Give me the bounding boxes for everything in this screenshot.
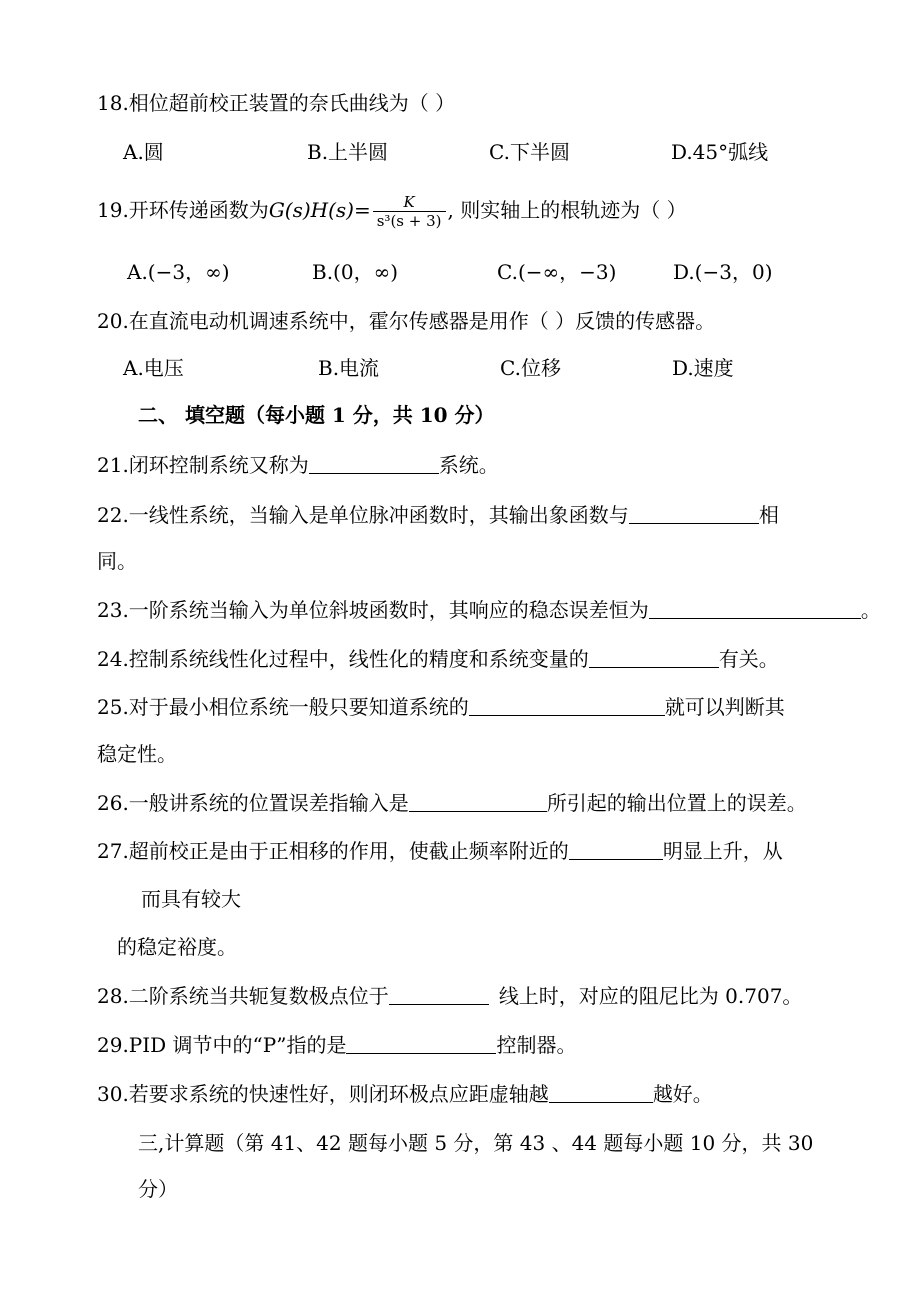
q21-blank[interactable] bbox=[309, 453, 439, 474]
q24-blank[interactable] bbox=[589, 647, 719, 668]
section-2-title: 二、 填空题（每小题 1 分，共 10 分） bbox=[138, 403, 495, 427]
question-29 bbox=[97, 1032, 576, 1058]
q19-prefix: 19.开环传递函数为 bbox=[97, 198, 269, 222]
q21-text-a: 21.闭环控制系统又称为 bbox=[97, 453, 309, 477]
question-23 bbox=[97, 597, 881, 623]
question-27 bbox=[97, 838, 783, 864]
q18-option-d: D.45°弧线 bbox=[671, 140, 769, 164]
q19-option-d: D.(−3，0) bbox=[673, 260, 773, 284]
q19-suffix: , 则实轴上的根轨迹为（ ） bbox=[447, 198, 687, 222]
q22-text-a: 22.一线性系统，当输入是单位脉冲函数时，其输出象函数与 bbox=[97, 503, 629, 527]
question-19 bbox=[97, 190, 687, 230]
q29-text-b: 控制器。 bbox=[496, 1033, 577, 1057]
q23-text-b: 。 bbox=[860, 598, 881, 622]
q19-option-b: B.(0，∞) bbox=[312, 260, 399, 284]
q18-option-b: B.上半圆 bbox=[307, 140, 389, 164]
q19-fraction-numerator: K bbox=[373, 193, 446, 212]
question-22-cont: 同。 bbox=[97, 549, 137, 573]
q28-text-a: 28.二阶系统当共轭复数极点位于 bbox=[97, 984, 389, 1008]
question-30 bbox=[97, 1081, 713, 1107]
q20-option-a: A.电压 bbox=[123, 356, 184, 380]
q19-function: G(s)H(s)= bbox=[268, 198, 371, 222]
q28-blank[interactable] bbox=[389, 984, 489, 1005]
q27-text-a: 27.超前校正是由于正相移的作用，使截止频率附近的 bbox=[97, 839, 569, 863]
question-20: 20.在直流电动机调速系统中，霍尔传感器是用作（ ）反馈的传感器。 bbox=[97, 309, 716, 333]
q26-text-b: 所引起的输出位置上的误差。 bbox=[546, 791, 807, 815]
question-22 bbox=[97, 502, 779, 528]
q28-text-b: 线上时，对应的阻尼比为 0.707。 bbox=[498, 984, 803, 1008]
q18-option-a: A.圆 bbox=[123, 140, 164, 164]
q24-text-b: 有关。 bbox=[718, 647, 779, 671]
q30-text-a: 30.若要求系统的快速性好，则闭环极点应距虚轴越 bbox=[97, 1082, 549, 1106]
q29-blank[interactable] bbox=[346, 1033, 496, 1054]
question-25 bbox=[97, 694, 785, 720]
q22-blank[interactable] bbox=[629, 503, 759, 524]
question-21 bbox=[97, 452, 499, 478]
q21-text-b: 系统。 bbox=[438, 453, 499, 477]
q26-text-a: 26.一般讲系统的位置误差指输入是 bbox=[97, 791, 409, 815]
question-28 bbox=[97, 983, 802, 1009]
question-18: 18.相位超前校正装置的奈氏曲线为（ ） bbox=[97, 91, 456, 115]
question-27-cont-1: 而具有较大 bbox=[141, 887, 241, 911]
q25-blank[interactable] bbox=[469, 695, 665, 716]
question-25-cont: 稳定性。 bbox=[97, 742, 177, 766]
q22-text-b: 相 bbox=[758, 503, 779, 527]
q27-blank[interactable] bbox=[569, 839, 663, 860]
q30-text-b: 越好。 bbox=[652, 1082, 713, 1106]
q23-blank[interactable] bbox=[649, 598, 861, 619]
q25-text-b: 就可以判断其 bbox=[664, 695, 785, 719]
q30-blank[interactable] bbox=[549, 1082, 653, 1103]
question-24 bbox=[97, 646, 779, 672]
q29-text-a: 29.PID 调节中的“P”指的是 bbox=[97, 1033, 347, 1057]
q19-fraction-denominator: s³(s + 3) bbox=[376, 212, 442, 230]
q20-option-b: B.电流 bbox=[318, 356, 380, 380]
question-27-cont-2: 的稳定裕度。 bbox=[117, 935, 237, 959]
q23-text-a: 23.一阶系统当输入为单位斜坡函数时，其响应的稳态误差恒为 bbox=[97, 598, 649, 622]
section-3-title-cont: 分） bbox=[138, 1177, 178, 1201]
q18-option-c: C.下半圆 bbox=[489, 140, 570, 164]
q20-option-c: C.位移 bbox=[500, 356, 561, 380]
q19-option-a: A.(−3，∞) bbox=[127, 260, 230, 284]
q27-text-b: 明显上升，从 bbox=[662, 839, 783, 863]
q20-option-d: D.速度 bbox=[672, 356, 734, 380]
q24-text-a: 24.控制系统线性化过程中，线性化的精度和系统变量的 bbox=[97, 647, 589, 671]
q19-fraction bbox=[373, 193, 446, 230]
q19-option-c: C.(−∞，−3) bbox=[497, 260, 617, 284]
section-3-title: 三,计算题（第 41、42 题每小题 5 分，第 43 、44 题每小题 10 分，共 30 bbox=[138, 1131, 814, 1155]
q26-blank[interactable] bbox=[409, 791, 547, 812]
q25-text-a: 25.对于最小相位系统一般只要知道系统的 bbox=[97, 695, 469, 719]
question-26 bbox=[97, 790, 807, 816]
